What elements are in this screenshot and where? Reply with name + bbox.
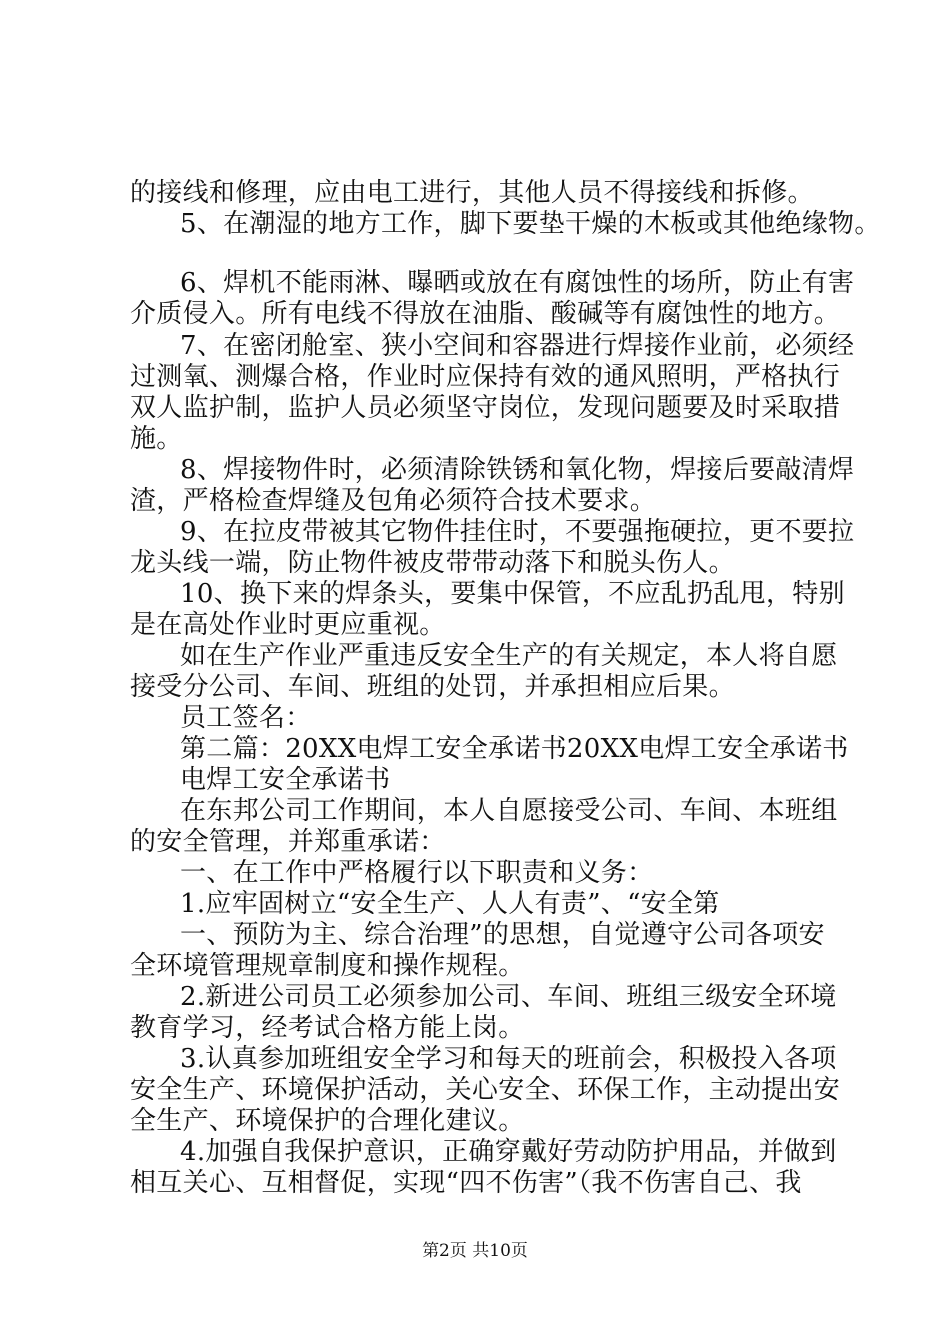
text-line: 在东邦公司工作期间，本人自愿接受公司、车间、本班组 bbox=[180, 796, 838, 826]
text-line: 教育学习，经考试合格方能上岗。 bbox=[130, 1013, 525, 1043]
text-line: 接受分公司、车间、班组的处罚，并承担相应后果。 bbox=[130, 672, 735, 702]
text-line: 8、焊接物件时，必须清除铁锈和氧化物，焊接后要敲清焊 bbox=[180, 455, 855, 485]
text-line: 的接线和修理，应由电工进行，其他人员不得接线和拆修。 bbox=[130, 178, 814, 208]
text-line: 3.认真参加班组安全学习和每天的班前会，积极投入各项 bbox=[180, 1044, 837, 1074]
text-line: 5、在潮湿的地方工作，脚下要垫干燥的木板或其他绝缘物。 bbox=[180, 209, 881, 239]
text-line: 6、焊机不能雨淋、曝晒或放在有腐蚀性的场所，防止有害 bbox=[180, 268, 855, 298]
text-line: 的安全管理，并郑重承诺： bbox=[130, 827, 446, 857]
text-line: 龙头线一端，防止物件被皮带带动落下和脱头伤人。 bbox=[130, 548, 735, 578]
text-line: 双人监护制，监护人员必须坚守岗位，发现问题要及时采取措 bbox=[130, 393, 841, 423]
text-line: 是在高处作业时更应重视。 bbox=[130, 610, 446, 640]
text-line: 介质侵入。所有电线不得放在油脂、酸碱等有腐蚀性的地方。 bbox=[130, 299, 841, 329]
text-line: 10、换下来的焊条头，要集中保管，不应乱扔乱甩，特别 bbox=[180, 579, 845, 609]
text-line: 过测氧、测爆合格，作业时应保持有效的通风照明，严格执行 bbox=[130, 362, 841, 392]
text-line: 1.应牢固树立“安全生产、人人有责”、“安全第 bbox=[180, 889, 720, 919]
section-heading: 第二篇：20XX电焊工安全承诺书20XX电焊工安全承诺书 bbox=[180, 734, 849, 764]
section-title: 电焊工安全承诺书 bbox=[180, 765, 391, 795]
text-line: 相互关心、互相督促，实现“四不伤害”（我不伤害自己、我 bbox=[130, 1168, 802, 1198]
text-line: 渣，严格检查焊缝及包角必须符合技术要求。 bbox=[130, 486, 657, 516]
text-line: 4.加强自我保护意识，正确穿戴好劳动防护用品，并做到 bbox=[180, 1137, 837, 1167]
text-line: 7、在密闭舱室、狭小空间和容器进行焊接作业前，必须经 bbox=[180, 331, 855, 361]
text-line: 如在生产作业严重违反安全生产的有关规定，本人将自愿 bbox=[180, 641, 838, 671]
page-footer: 第2页 共10页 bbox=[422, 1241, 528, 1261]
text-line: 安全生产、环境保护活动，关心安全、环保工作，主动提出安 bbox=[130, 1075, 841, 1105]
text-line: 一、预防为主、综合治理”的思想，自觉遵守公司各项安 bbox=[180, 920, 825, 950]
text-line: 9、在拉皮带被其它物件挂住时，不要强拖硬拉，更不要拉 bbox=[180, 517, 855, 547]
text-line: 施。 bbox=[130, 424, 183, 454]
text-line: 员工签名： bbox=[180, 703, 312, 733]
text-line: 全环境管理规章制度和操作规程。 bbox=[130, 951, 525, 981]
text-line: 2.新进公司员工必须参加公司、车间、班组三级安全环境 bbox=[180, 982, 837, 1012]
text-line: 一、在工作中严格履行以下职责和义务： bbox=[180, 858, 654, 888]
text-line: 全生产、环境保护的合理化建议。 bbox=[130, 1106, 525, 1136]
